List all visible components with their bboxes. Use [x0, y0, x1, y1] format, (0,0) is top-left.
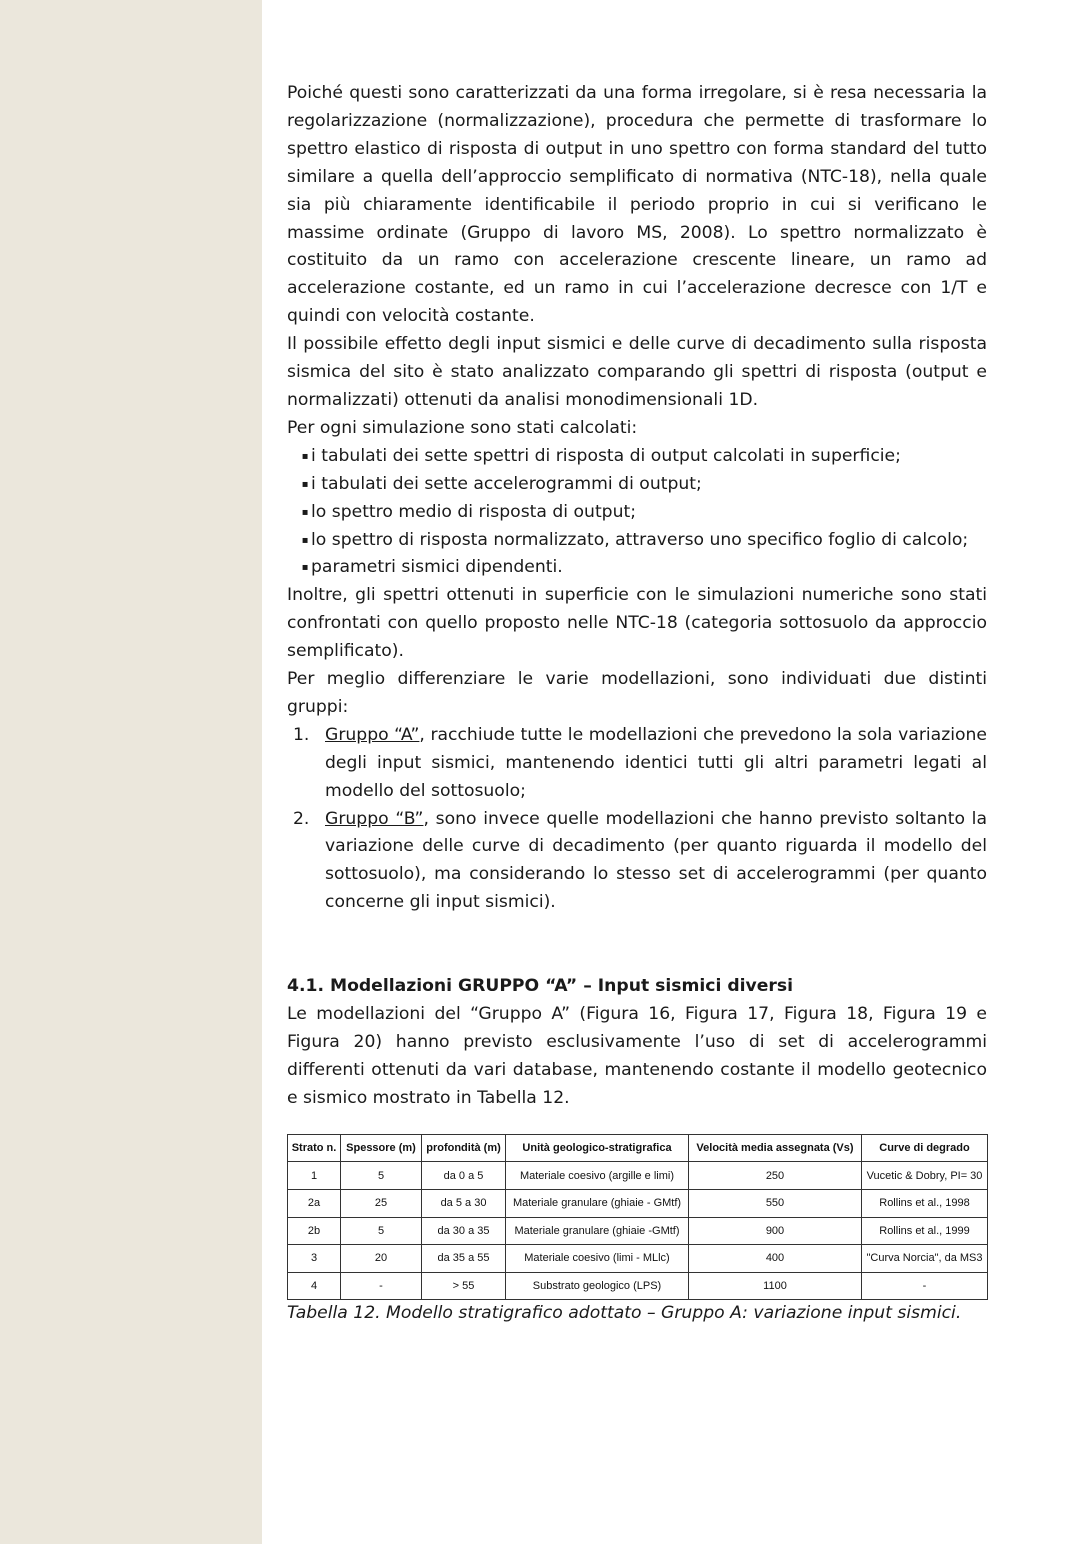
table-cell: Rollins et al., 1999	[862, 1217, 988, 1245]
paragraph-ntc-comparison: Inoltre, gli spettri ottenuti in superficie con le simulazioni numeriche sono stati confrontati con quello proposto nelle NTC-18 (categoria sottosuolo da approccio semplificato).	[287, 585, 987, 662]
table-row	[288, 1189, 988, 1217]
table-cell: 25	[341, 1189, 422, 1217]
table-cell: 1	[288, 1162, 341, 1190]
bullet-marker: ▪	[301, 506, 309, 518]
table-cell: 400	[689, 1245, 862, 1273]
table-cell: 550	[689, 1189, 862, 1217]
bullet-marker: ▪	[301, 478, 309, 490]
table-cell: da 30 a 35	[422, 1217, 506, 1245]
list-number: 1.	[293, 724, 310, 745]
table-cell: 20	[341, 1245, 422, 1273]
table-header-cell: Velocità media assegnata (Vs)	[689, 1134, 862, 1162]
table-row	[288, 1245, 988, 1273]
list-item-gruppo-a: 1. Gruppo “A”, racchiude tutte le modellazioni che prevedono la sola variazione degli input sismici, mantenendo identici tutti gli altri parametri legati al modello del sottosuolo;	[287, 722, 987, 806]
group-label: Gruppo “B”	[325, 808, 424, 829]
numbered-list	[287, 722, 987, 917]
table-header-cell: Spessore (m)	[341, 1134, 422, 1162]
section-heading: 4.1. Modellazioni GRUPPO “A” – Input sismici diversi	[287, 976, 794, 997]
table-cell: "Curva Norcia", da MS3	[862, 1245, 988, 1273]
table-cell: Materiale granulare (ghiaie - GMtf)	[506, 1189, 689, 1217]
paragraph-simulation-intro: Per ogni simulazione sono stati calcolati:	[287, 417, 638, 438]
table-cell: 2b	[288, 1217, 341, 1245]
table-header-cell: profondità (m)	[422, 1134, 506, 1162]
table-header-row	[288, 1134, 988, 1162]
list-item-gruppo-b: 2. Gruppo “B”, sono invece quelle modellazioni che hanno previsto soltanto la variazione delle curve di decadimento (per quanto riguarda il modello del sottosuolo), ma considerando lo stesso set di accelerogrammi (per quanto concerne gli input sismici).	[287, 806, 987, 918]
table-cell: Rollins et al., 1998	[862, 1189, 988, 1217]
side-band	[0, 0, 262, 1544]
table-row	[288, 1217, 988, 1245]
paragraph-input-effect: Il possibile effetto degli input sismici e delle curve di decadimento sulla risposta sismica del sito è stato analizzato comparando gli spettri di risposta (output e normalizzati) ottenuti da analisi monodimensionali 1D.	[287, 334, 987, 410]
bullet-marker: ▪	[301, 534, 309, 546]
table-cell: 3	[288, 1245, 341, 1273]
table-cell: da 5 a 30	[422, 1189, 506, 1217]
table-cell: Materiale granulare (ghiaie -GMtf)	[506, 1217, 689, 1245]
table-header-cell: Curve di degrado	[862, 1134, 988, 1162]
table-cell: 5	[341, 1162, 422, 1190]
table-cell: Vucetic & Dobry, PI= 30	[862, 1162, 988, 1190]
table-cell: -	[862, 1272, 988, 1300]
table-cell: -	[341, 1272, 422, 1300]
bullet-marker: ▪	[301, 450, 309, 462]
section-body: Le modellazioni del “Gruppo A” (Figura 16, Figura 17, Figura 18, Figura 19 e Figura 20) hanno previsto esclusivamente l’uso di set di accelerogrammi differenti ottenuti da vari database, mantenendo costante il modello geotecnico e sismico mostrato in Tabella 12.	[287, 1004, 987, 1108]
table-cell: 900	[689, 1217, 862, 1245]
table-cell: da 0 a 5	[422, 1162, 506, 1190]
table-cell: 1100	[689, 1272, 862, 1300]
table-cell: Materiale coesivo (argille e limi)	[506, 1162, 689, 1190]
stratigraphy-table	[287, 1134, 988, 1301]
table-cell: 4	[288, 1272, 341, 1300]
list-item: ▪ i tabulati dei sette spettri di risposta di output calcolati in superficie;	[287, 443, 987, 471]
group-label: Gruppo “A”	[325, 724, 420, 745]
table-header-cell: Unità geologico-stratigrafica	[506, 1134, 689, 1162]
table-row	[288, 1162, 988, 1190]
table-header-cell: Strato n.	[288, 1134, 341, 1162]
table-cell: 2a	[288, 1189, 341, 1217]
bullet-list	[287, 443, 987, 583]
paragraph-groups-intro: Per meglio differenziare le varie modellazioni, sono individuati due distinti gruppi:	[287, 669, 987, 717]
page-content	[287, 80, 987, 1328]
paragraph-normalization: Poiché questi sono caratterizzati da una forma irregolare, si è resa necessaria la regolarizzazione (normalizzazione), procedura che permette di trasformare lo spettro elastico di risposta di output in uno spettro con forma standard del tutto similare a quella dell’approccio semplificato di normativa (NTC-18), nella quale sia più chiaramente identificabile il periodo proprio in cui si verificano le massime ordinate (Gruppo di lavoro MS, 2008). Lo spettro normalizzato è costituito da un ramo con accelerazione crescente lineare, un ramo ad accelerazione costante, ed un ramo in cui l’accelerazione decresce con 1/T e quindi con velocità costante.	[287, 83, 987, 327]
table-row	[288, 1272, 988, 1300]
table-cell: 250	[689, 1162, 862, 1190]
list-number: 2.	[293, 808, 310, 829]
table-cell: Substrato geologico (LPS)	[506, 1272, 689, 1300]
table-caption: Tabella 12. Modello stratigrafico adottato – Gruppo A: variazione input sismici.	[287, 1303, 962, 1324]
table-cell: da 35 a 55	[422, 1245, 506, 1273]
list-item: ▪ parametri sismici dipendenti.	[287, 554, 987, 582]
list-item: ▪ i tabulati dei sette accelerogrammi di output;	[287, 471, 987, 499]
list-item: ▪ lo spettro di risposta normalizzato, attraverso uno specifico foglio di calcolo;	[287, 527, 987, 555]
table-cell: > 55	[422, 1272, 506, 1300]
table-cell: Materiale coesivo (limi - MLlc)	[506, 1245, 689, 1273]
list-item: ▪ lo spettro medio di risposta di output;	[287, 499, 987, 527]
bullet-marker: ▪	[301, 562, 309, 574]
table-cell: 5	[341, 1217, 422, 1245]
